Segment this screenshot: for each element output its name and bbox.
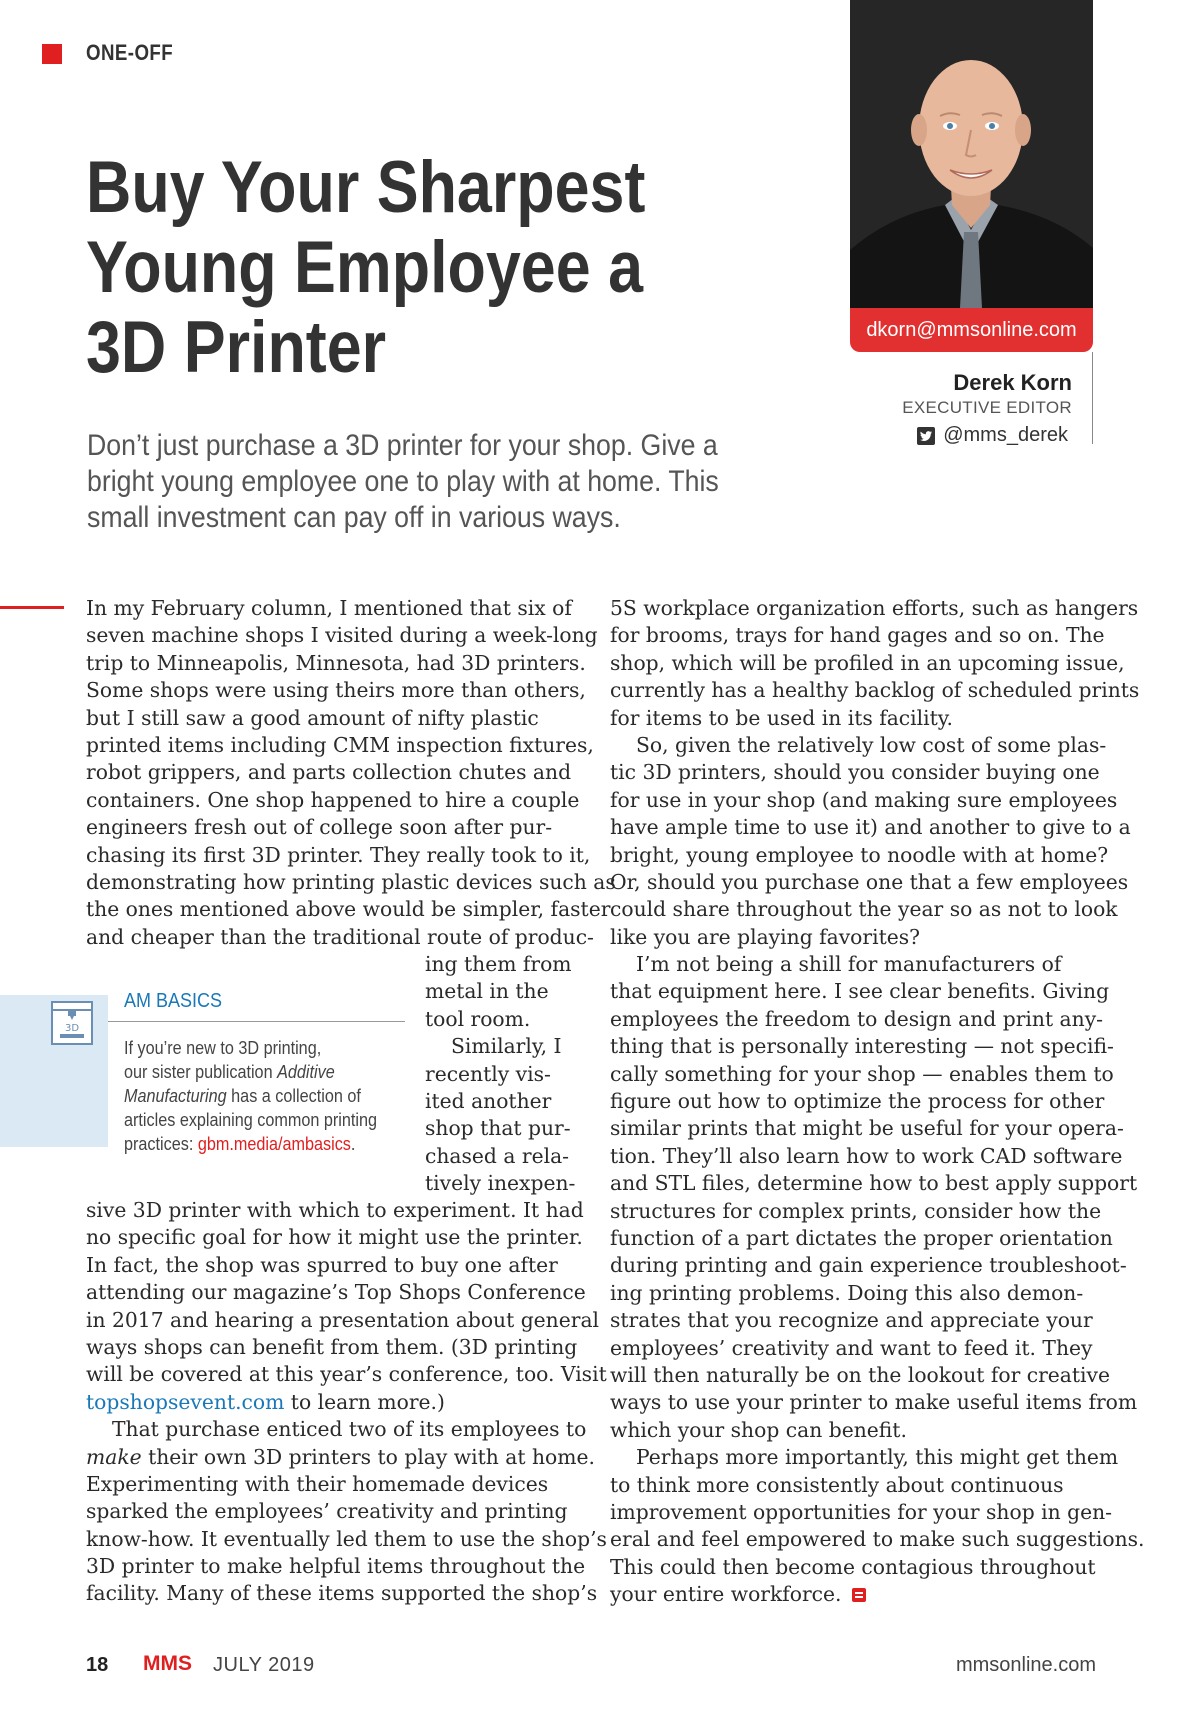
title-line: 3D Printer xyxy=(86,307,387,388)
sidebar-rule xyxy=(108,1021,405,1022)
twitter-icon xyxy=(917,427,935,445)
author-photo xyxy=(850,0,1093,308)
body-line: and STL files, determine how to best apply support xyxy=(610,1171,1138,1196)
body-line: function of a part dictates the proper orientation xyxy=(610,1225,1113,1250)
body-line: structures for complex prints, consider how the xyxy=(610,1198,1102,1223)
title-line: Buy Your Sharpest xyxy=(86,147,646,228)
deck-line: Don’t just purchase a 3D printer for your shop. Give a xyxy=(87,429,718,462)
body-line: tool room. xyxy=(425,1006,531,1031)
end-mark-icon xyxy=(852,1588,866,1602)
body-column-left-bottom xyxy=(86,1197,607,1608)
article-title xyxy=(86,147,646,388)
body-line: I’m not being a shill for manufacturers of xyxy=(636,952,1062,977)
body-start-rule xyxy=(0,606,64,609)
sidebar-title: AM BASICS xyxy=(124,990,223,1012)
body-line: but I still saw a good amount of nifty plastic xyxy=(86,705,539,730)
author-email-text[interactable]: dkorn@mmsonline.com xyxy=(866,318,1077,341)
body-line: shop, which will be profiled in an upcoming issue, xyxy=(610,650,1125,675)
author-role: EXECUTIVE EDITOR xyxy=(902,398,1072,417)
body-line: tion. They’ll also learn how to work CAD software xyxy=(610,1143,1123,1168)
body-line: thing that is personally interesting — not specifi- xyxy=(610,1034,1114,1059)
body-line: will be covered at this year’s conference, too. Visit xyxy=(86,1362,607,1387)
body-line: bright, young employee to noodle with at home? xyxy=(610,842,1109,867)
sidebar-line: If you’re new to 3D printing, xyxy=(124,1038,322,1058)
body-line xyxy=(610,1581,1100,1608)
body-line: figure out how to optimize the process for other xyxy=(610,1089,1105,1114)
body-line: attending our magazine’s Top Shops Conference xyxy=(86,1280,586,1305)
body-line: for brooms, trays for hand gages and so on. The xyxy=(610,623,1105,648)
body-line: like you are playing favorites? xyxy=(610,924,921,949)
body-line: in 2017 and hearing a presentation about general xyxy=(86,1307,600,1332)
body-line: strates that you recognize and appreciate your xyxy=(610,1308,1093,1333)
body-line: employees the freedom to design and print any- xyxy=(610,1006,1104,1031)
body-line: printed items including CMM inspection fixtures, xyxy=(86,732,594,757)
publication-name: Additive xyxy=(277,1062,335,1082)
body-line: Similarly, I xyxy=(451,1034,562,1059)
body-line: ing printing problems. Doing this also demon- xyxy=(610,1280,1084,1305)
body-line: and cheaper than the traditional route of produc- xyxy=(86,924,594,949)
body-text-span: their own 3D printers to play with at home. xyxy=(141,1444,595,1469)
deck-line: small investment can pay off in various ways. xyxy=(87,501,621,534)
conference-link[interactable]: topshopsevent.com xyxy=(86,1389,285,1414)
body-line: sparked the employees’ creativity and printing xyxy=(86,1499,568,1524)
body-line: chased a rela- xyxy=(425,1143,570,1168)
body-line: sive 3D printer with which to experiment. It had xyxy=(86,1198,584,1222)
body-line: chasing its first 3D printer. They really took to it, xyxy=(86,842,591,867)
body-line: This could then become contagious throughout xyxy=(610,1554,1096,1579)
article-deck xyxy=(87,428,728,536)
issue-date: JULY 2019 xyxy=(213,1654,315,1676)
body-line: tic 3D printers, should you consider buying one xyxy=(610,760,1100,785)
sidebar-line xyxy=(124,1132,385,1156)
magazine-name: MMS xyxy=(143,1652,192,1675)
body-line: So, given the relatively low cost of some plas- xyxy=(636,732,1107,757)
body-line: ing them from xyxy=(425,952,572,976)
author-name: Derek Korn xyxy=(953,370,1072,395)
sidebar-text-span: practices: xyxy=(124,1134,198,1154)
body-text-span: to learn more.) xyxy=(284,1389,445,1414)
body-line: similar prints that might be useful for your opera- xyxy=(610,1116,1124,1141)
body-line: demonstrating how printing plastic devices such as xyxy=(86,869,616,894)
sidebar-line xyxy=(124,1084,385,1108)
body-line: Experimenting with their homemade devices xyxy=(86,1471,549,1496)
3d-label: 3D xyxy=(64,1023,80,1034)
body-line: improvement opportunities for your shop in gen- xyxy=(610,1499,1113,1524)
body-line: which your shop can benefit. xyxy=(610,1417,907,1442)
body-line: cally something for your shop — enables them to xyxy=(610,1061,1114,1086)
body-column-left-top xyxy=(86,595,616,951)
body-line: In fact, the shop was spurred to buy one after xyxy=(86,1252,558,1277)
body-line: metal in the xyxy=(425,979,549,1004)
body-line: know-how. It eventually led them to use the shop’s xyxy=(86,1526,607,1551)
body-line: will then naturally be on the lookout for creative xyxy=(610,1362,1111,1387)
sidebar-text-span: has a collection of xyxy=(226,1086,361,1106)
body-line: Or, should you purchase one that a few employees xyxy=(610,869,1129,894)
body-line: during printing and gain experience troubleshoot- xyxy=(610,1253,1127,1278)
body-line: seven machine shops I visited during a week-long xyxy=(86,623,598,648)
body-line: Some shops were using theirs more than others, xyxy=(86,678,586,703)
body-line: robot grippers, and parts collection chutes and xyxy=(86,760,572,785)
body-line: In my February column, I mentioned that six of xyxy=(86,596,572,620)
body-line: ways to use your printer to make useful items from xyxy=(610,1390,1138,1415)
author-email[interactable] xyxy=(850,308,1093,352)
body-line: that equipment here. I see clear benefits. Giving xyxy=(610,979,1110,1004)
body-line: 5S workplace organization efforts, such as hangers xyxy=(610,596,1139,620)
body-line: facility. Many of these items supported the shop’s xyxy=(86,1581,598,1606)
sidebar-text-span: . xyxy=(350,1134,356,1154)
body-line: ways shops can benefit from them. (3D printing xyxy=(86,1334,578,1359)
section-marker xyxy=(42,44,62,64)
body-line xyxy=(86,1389,576,1416)
body-line: tively inexpen- xyxy=(425,1171,576,1196)
publication-name: Manufacturing xyxy=(124,1086,227,1106)
body-text-span: your entire workforce. xyxy=(610,1582,842,1607)
sidebar-link[interactable]: gbm.media/ambasics xyxy=(197,1134,351,1154)
author-handle[interactable]: @mms_derek xyxy=(943,424,1068,446)
body-line: to think more consistently about continuous xyxy=(610,1472,1064,1497)
body-line: containers. One shop happened to hire a couple xyxy=(86,787,580,812)
body-line: eral and feel empowered to make such suggestions. xyxy=(610,1527,1145,1552)
emphasis: make xyxy=(86,1444,142,1469)
body-line: Perhaps more importantly, this might get them xyxy=(636,1445,1119,1470)
title-line: Young Employee a xyxy=(86,227,643,308)
body-line: ited another xyxy=(425,1088,552,1113)
body-line: have ample time to use it) and another to give to a xyxy=(610,815,1131,840)
body-line xyxy=(86,1444,595,1471)
body-line: the ones mentioned above would be simpler, faster xyxy=(86,897,611,922)
body-line: trip to Minneapolis, Minnesota, had 3D printers. xyxy=(86,650,586,675)
body-line: 3D printer to make helpful items throughout the xyxy=(86,1554,586,1579)
body-column-right xyxy=(610,595,1145,1608)
body-line: That purchase enticed two of its employees to xyxy=(112,1417,587,1442)
body-line: for use in your shop (and making sure employees xyxy=(610,787,1118,812)
author-social[interactable] xyxy=(917,424,1068,447)
sidebar-line: articles explaining common printing xyxy=(124,1110,378,1130)
author-divider xyxy=(1092,352,1093,444)
body-line: employees’ creativity and want to feed it. They xyxy=(610,1335,1093,1360)
3d-printer-icon xyxy=(48,998,96,1048)
sidebar-text xyxy=(124,1036,385,1156)
deck-line: bright young employee one to play with at home. This xyxy=(87,465,719,498)
page-number: 18 xyxy=(86,1654,109,1676)
body-line: for items to be used in its facility. xyxy=(610,705,953,730)
body-line: shop that pur- xyxy=(425,1116,571,1141)
body-line: engineers fresh out of college soon after pur- xyxy=(86,815,553,840)
sidebar-text-span: our sister publication xyxy=(124,1062,278,1082)
sidebar-line xyxy=(124,1060,385,1084)
footer-website[interactable]: mmsonline.com xyxy=(955,1654,1096,1676)
body-line: recently vis- xyxy=(425,1061,551,1086)
body-line: could share throughout the year so as not to look xyxy=(610,897,1118,922)
body-line: currently has a healthy backlog of scheduled prints xyxy=(610,678,1140,703)
body-column-narrow xyxy=(425,951,575,1198)
section-label: ONE-OFF xyxy=(86,40,174,65)
body-line: no specific goal for how it might use the printer. xyxy=(86,1225,583,1250)
